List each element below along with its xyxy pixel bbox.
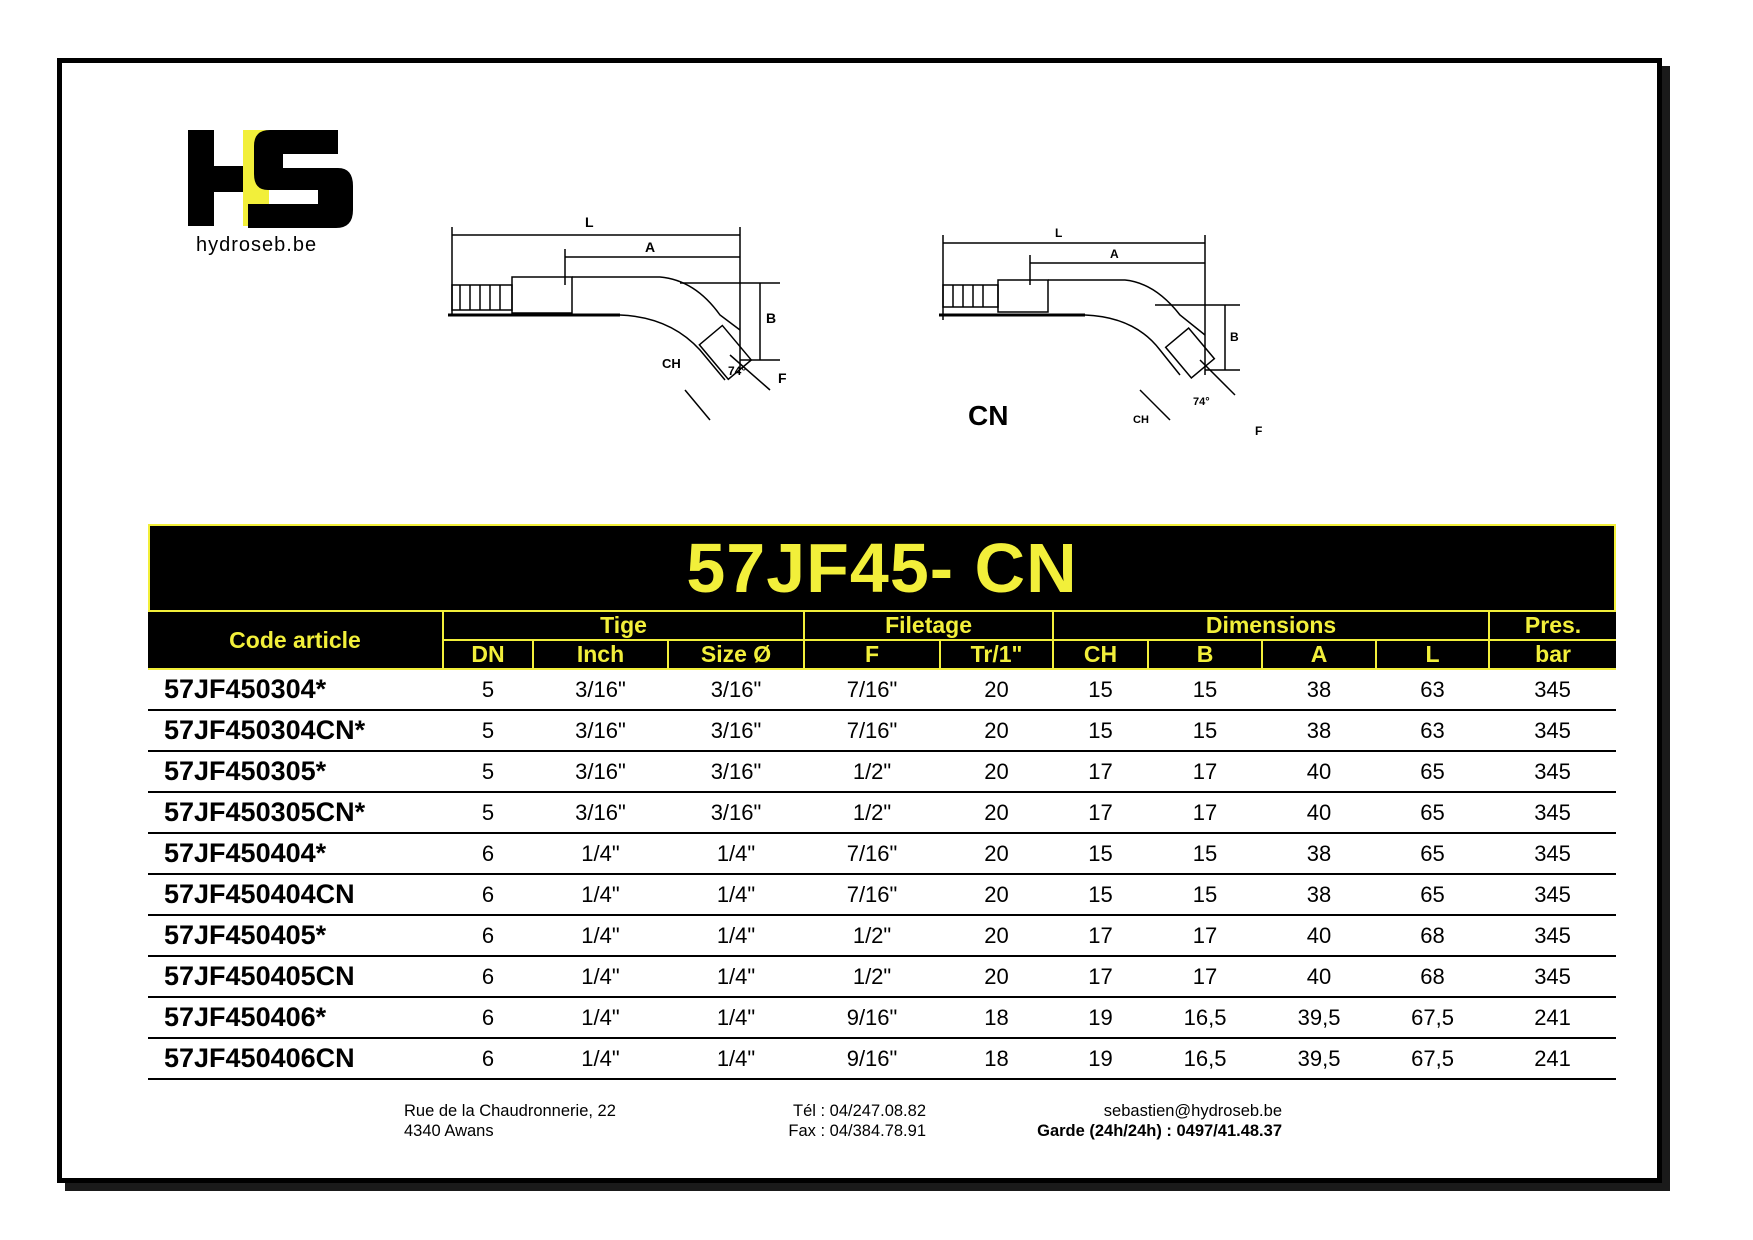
cell-code-article: 57JF450405CN [148,956,443,997]
cell-tr: 20 [940,669,1053,710]
cell-f: 9/16" [804,1038,940,1079]
table-body [148,669,1616,1079]
cell-dn: 6 [443,1038,533,1079]
cell-bar: 241 [1489,1038,1616,1079]
cell-l: 65 [1376,833,1489,874]
cell-f: 1/2" [804,915,940,956]
cell-bar: 345 [1489,669,1616,710]
cell-b: 16,5 [1148,1038,1262,1079]
cell-a: 40 [1262,751,1376,792]
cell-b: 15 [1148,669,1262,710]
subheader-a: A [1262,640,1376,669]
cell-inch: 3/16" [533,669,668,710]
cell-tr: 20 [940,956,1053,997]
label-L-cn: L [1055,226,1063,240]
cell-size: 3/16" [668,751,804,792]
cell-a: 39,5 [1262,997,1376,1038]
subheader-size: Size Ø [668,640,804,669]
address-line1: Rue de la Chaudronnerie, 22 [404,1102,616,1120]
cell-tr: 20 [940,874,1053,915]
cell-f: 9/16" [804,997,940,1038]
label-B: B [766,310,777,326]
fitting-drawing-standard [440,205,840,455]
logo-website: hydroseb.be [196,234,318,256]
cell-tr: 18 [940,1038,1053,1079]
cell-bar: 345 [1489,792,1616,833]
spec-table [148,612,1616,1080]
cell-dn: 6 [443,997,533,1038]
cell-code-article: 57JF450406* [148,997,443,1038]
cell-size: 1/4" [668,956,804,997]
subheader-tr: Tr/1" [940,640,1053,669]
cell-b: 15 [1148,833,1262,874]
cell-ch: 15 [1053,710,1148,751]
label-CH: CH [662,356,681,371]
footer-address [404,1101,616,1141]
cell-b: 15 [1148,710,1262,751]
cell-l: 68 [1376,956,1489,997]
header-pres: Pres. [1489,612,1616,640]
table-row [148,833,1616,874]
cell-l: 67,5 [1376,1038,1489,1079]
garde: Garde (24h/24h) : 0497/41.48.37 [1037,1122,1282,1140]
cell-size: 3/16" [668,710,804,751]
cell-code-article: 57JF450305* [148,751,443,792]
cell-ch: 17 [1053,792,1148,833]
cell-code-article: 57JF450404* [148,833,443,874]
cell-b: 16,5 [1148,997,1262,1038]
cell-bar: 345 [1489,710,1616,751]
header-code-article: Code article [148,612,443,669]
footer-contact [1000,1101,1282,1141]
cell-a: 38 [1262,874,1376,915]
table-row [148,669,1616,710]
cell-code-article: 57JF450405* [148,915,443,956]
label-angle-cn: 74° [1193,396,1210,408]
subheader-l: L [1376,640,1489,669]
cell-inch: 1/4" [533,997,668,1038]
product-title-bar [148,524,1616,612]
cell-dn: 6 [443,956,533,997]
table-row [148,997,1616,1038]
cell-bar: 345 [1489,956,1616,997]
cell-ch: 15 [1053,874,1148,915]
cell-a: 40 [1262,915,1376,956]
cell-tr: 20 [940,915,1053,956]
fax: Fax : 04/384.78.91 [788,1122,926,1140]
subheader-f: F [804,640,940,669]
cell-size: 3/16" [668,669,804,710]
label-L: L [585,214,594,230]
cell-ch: 19 [1053,997,1148,1038]
cell-tr: 20 [940,710,1053,751]
cell-bar: 345 [1489,751,1616,792]
cell-tr: 18 [940,997,1053,1038]
cell-size: 1/4" [668,874,804,915]
cell-b: 17 [1148,751,1262,792]
cell-code-article: 57JF450304CN* [148,710,443,751]
table-row [148,1038,1616,1079]
cell-f: 7/16" [804,710,940,751]
cell-size: 3/16" [668,792,804,833]
label-B-cn: B [1230,330,1239,344]
cell-code-article: 57JF450406CN [148,1038,443,1079]
cell-ch: 19 [1053,1038,1148,1079]
cell-dn: 5 [443,710,533,751]
cell-a: 38 [1262,669,1376,710]
cell-a: 39,5 [1262,1038,1376,1079]
cell-ch: 17 [1053,751,1148,792]
cell-ch: 15 [1053,833,1148,874]
table-row [148,915,1616,956]
cell-ch: 17 [1053,915,1148,956]
cell-inch: 3/16" [533,792,668,833]
cell-dn: 6 [443,874,533,915]
cell-dn: 5 [443,792,533,833]
table-row [148,874,1616,915]
table-group-header [148,612,1616,640]
cell-inch: 1/4" [533,874,668,915]
cell-tr: 20 [940,833,1053,874]
table-row [148,710,1616,751]
header-filetage: Filetage [804,612,1053,640]
cell-l: 65 [1376,792,1489,833]
cell-l: 68 [1376,915,1489,956]
cell-b: 15 [1148,874,1262,915]
address-line2: 4340 Awans [404,1122,494,1140]
label-A-cn: A [1110,247,1119,261]
cell-a: 40 [1262,792,1376,833]
subheader-inch: Inch [533,640,668,669]
cell-l: 67,5 [1376,997,1489,1038]
cell-b: 17 [1148,792,1262,833]
cell-ch: 17 [1053,956,1148,997]
cell-b: 17 [1148,956,1262,997]
cell-inch: 1/4" [533,833,668,874]
header-dimensions: Dimensions [1053,612,1489,640]
cell-a: 38 [1262,710,1376,751]
cell-f: 7/16" [804,669,940,710]
cell-f: 1/2" [804,792,940,833]
cell-a: 40 [1262,956,1376,997]
cell-l: 65 [1376,874,1489,915]
cell-bar: 345 [1489,874,1616,915]
label-F: F [778,370,787,386]
cell-inch: 3/16" [533,751,668,792]
cell-f: 7/16" [804,874,940,915]
cell-tr: 20 [940,751,1053,792]
cell-bar: 345 [1489,833,1616,874]
cell-size: 1/4" [668,1038,804,1079]
cell-bar: 241 [1489,997,1616,1038]
cell-l: 65 [1376,751,1489,792]
cell-ch: 15 [1053,669,1148,710]
cell-tr: 20 [940,792,1053,833]
cell-dn: 5 [443,669,533,710]
header-tige: Tige [443,612,804,640]
cell-size: 1/4" [668,915,804,956]
cell-size: 1/4" [668,833,804,874]
footer-phone [776,1101,926,1141]
cell-inch: 3/16" [533,710,668,751]
cell-l: 63 [1376,669,1489,710]
subheader-ch: CH [1053,640,1148,669]
cell-dn: 6 [443,833,533,874]
label-CH-cn: CH [1133,414,1149,426]
table-row [148,956,1616,997]
product-title: 57JF45- CN [686,529,1078,607]
cell-b: 17 [1148,915,1262,956]
cell-size: 1/4" [668,997,804,1038]
cell-code-article: 57JF450404CN [148,874,443,915]
cell-f: 1/2" [804,956,940,997]
cell-inch: 1/4" [533,1038,668,1079]
cell-code-article: 57JF450304* [148,669,443,710]
email[interactable]: sebastien@hydroseb.be [1103,1102,1282,1120]
cell-inch: 1/4" [533,956,668,997]
label-angle: 74° [728,364,747,378]
cell-f: 7/16" [804,833,940,874]
cell-dn: 5 [443,751,533,792]
table-row [148,792,1616,833]
label-A: A [645,239,656,255]
cell-bar: 345 [1489,915,1616,956]
cn-label: CN [968,400,1009,431]
table-row [148,751,1616,792]
cell-f: 1/2" [804,751,940,792]
cell-dn: 6 [443,915,533,956]
subheader-bar: bar [1489,640,1616,669]
cell-l: 63 [1376,710,1489,751]
cell-a: 38 [1262,833,1376,874]
subheader-dn: DN [443,640,533,669]
subheader-b: B [1148,640,1262,669]
label-F-cn: F [1255,424,1263,438]
tel: Tél : 04/247.08.82 [792,1102,926,1120]
cell-inch: 1/4" [533,915,668,956]
cell-code-article: 57JF450305CN* [148,792,443,833]
